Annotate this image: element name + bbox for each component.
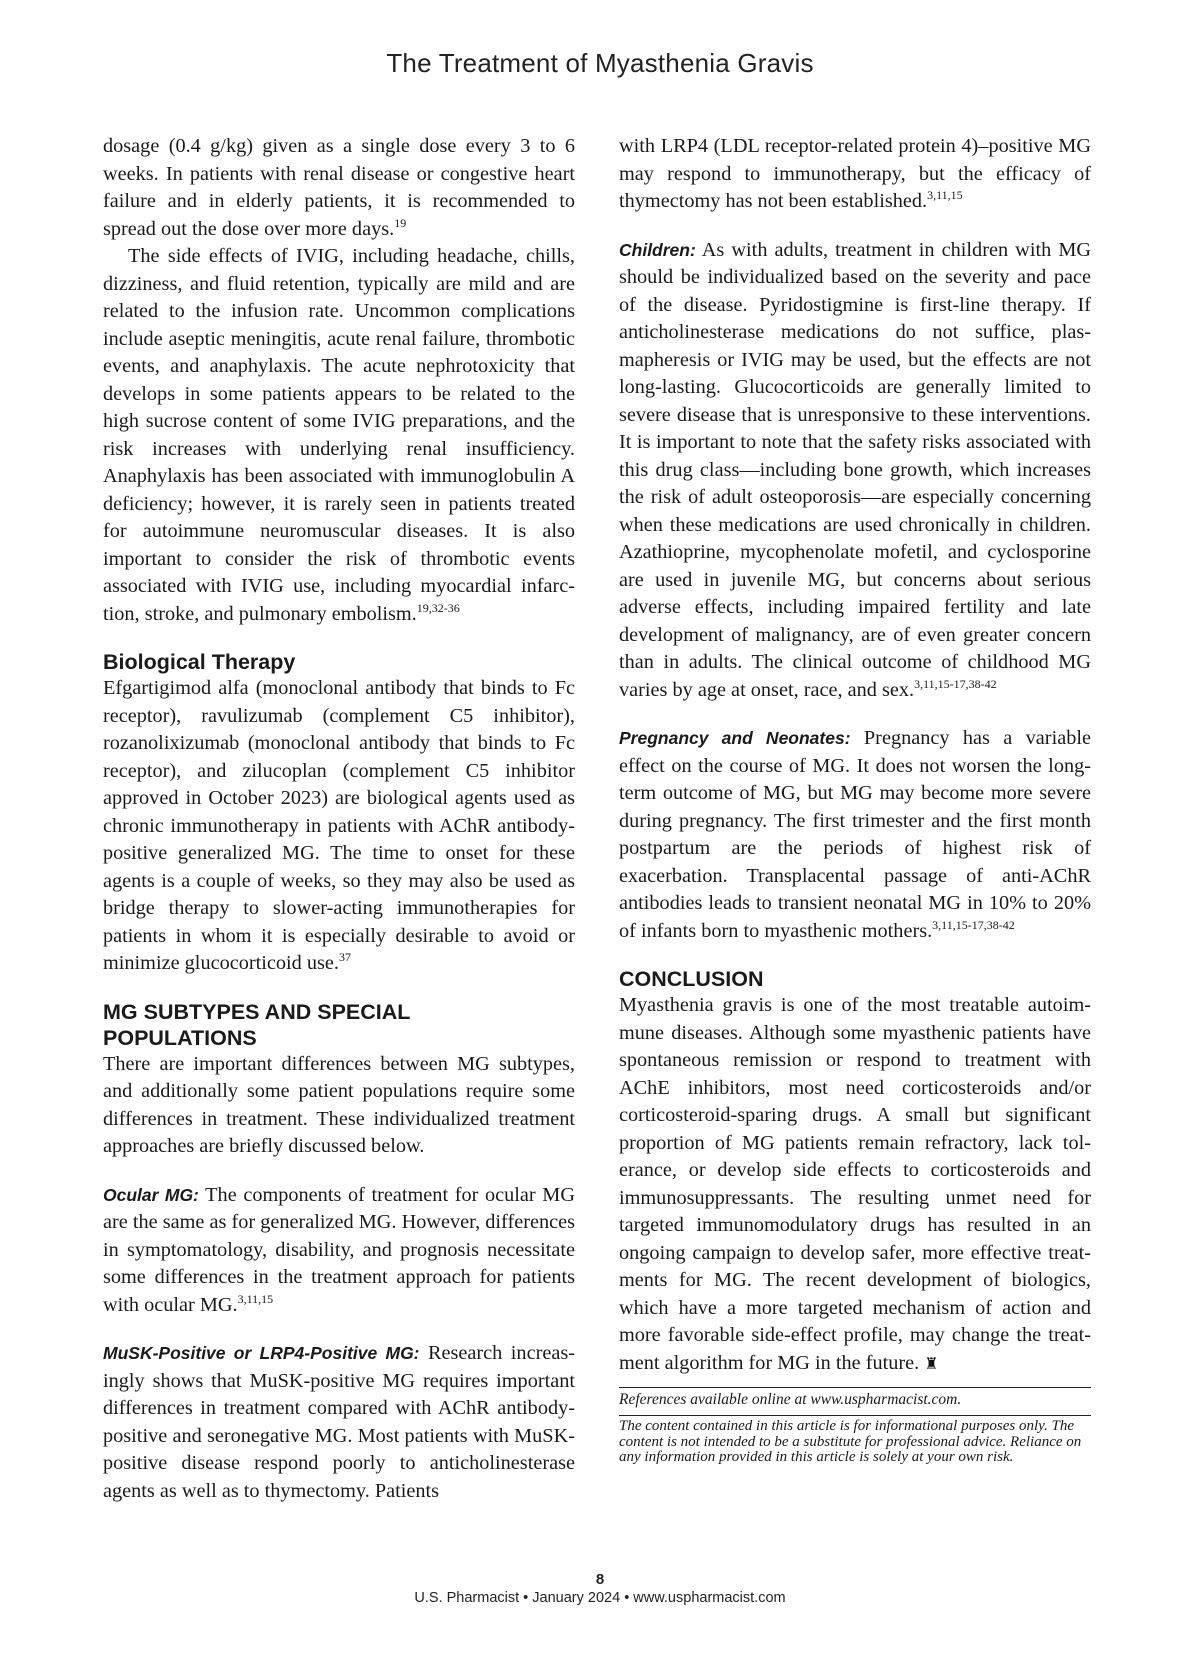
paragraph-biological-therapy: Efgartigimod alfa (monoclonal antibody that binds to Fc receptor), ravulizumab (complement C5 inhibitor), rozanolixizumab (monoclonal antibody that binds to Fc receptor), and zilucoplan (complement C5 inhibitor approved in October 2023) are biological agents used as chronic immunotherapy in patients with AChR antibody-positive generalized MG. The time to onset for these agents is a couple of weeks, so they may also be used as bridge therapy to slower-acting immunotherapies for patients in whom it is especially desirable to avoid or minimize glucocorticoid use.$^{37}$: [103, 677, 575, 974]
citation: 3,11,15-17,38-42: [914, 676, 997, 691]
running-title: The Treatment of Myasthenia Gravis: [386, 48, 814, 78]
paragraph-pregnancy: Pregnancy and Neonates: Pregnancy has a variable effect on the course of MG. It does not worsen the long-term outcome of MG, but MG may become more severe during pregnancy. The first trimester and the first month postpartum are the periods of highest risk of exacerbation. Transplacental passage of anti-AChR antibodies leads to transient neonatal MG in 10% to 20% of infants born to myasthenic mothers.$^{3,11,15-17,38-42}$: [619, 727, 1091, 942]
paragraph-musk-lrp4: MuSK-Positive or LRP4-Positive MG: Research increasingly shows that MuSK-positive MG requires important differences in treatment compared with AChR antibody-positive and seronegative MG. Most patients with MuSK-positive disease respond poorly to anticholinesterase agents as well as to thymectomy. Patients: [103, 1342, 575, 1502]
paragraph-children: Children: As with adults, treatment in children with MG should be individualized based on the severity and pace of the disease. Pyridostigmine is first-line therapy. If anticholinesterase medications do not suffice, plasmapheresis or IVIG may be used, but the effects are not long-lasting. Glucocorticoids are generally limited to severe disease that is unresponsive to these interventions. It is important to note that the safety risks associated with this drug class—including bone growth, which increases the risk of adult osteoporosis—are especially concerning when these medications are used chronically in children. Azathioprine, mycophenolate mofetil, and cyclosporine are used in juvenile MG, but concerns about serious adverse effects, including impaired fertility and late development of malignancy, are of even greater concern than in adults. The clinical outcome of childhood MG varies by age at onset, race, and sex.$^{3,11,15-17,38-42}$: [619, 238, 1091, 701]
subhead-children: Children:: [619, 239, 696, 260]
heading-biological-therapy: Biological Therapy: [103, 650, 296, 674]
right-column: [619, 133, 1091, 1466]
paragraph-ivig-side-effects: The side effects of IVIG, including headache, chills, dizziness, and fluid retention, typically are mild and are related to the infusion rate. Uncommon complications include aseptic meningitis, acute renal failure, thrombotic events, and anaphylaxis. The acute nephrotoxicity that develops in some patients appears to be related to the high sucrose content of some IVIG preparations, and the risk increases with underlying renal insufficiency. Anaphylaxis has been associated with immunoglobulin A deficiency; however, it is rarely seen in patients treated for autoimmune neuromuscular diseases. It is also important to consider the risk of thrombotic events associated with IVIG use, including myocardial infarction, stroke, and pulmonary embolism.$^{19,32-36}$: [103, 245, 575, 625]
heading-conclusion: CONCLUSION: [619, 967, 764, 991]
subhead-ocular-mg: Ocular MG:: [103, 1184, 199, 1205]
citation: 3,11,15: [927, 188, 963, 202]
paragraph-ocular-mg: Ocular MG: The components of treatment for ocular MG are the same as for generalized MG. However, differences in symptomatology, disability, and prognosis necessitate some differences in the treatment approach for patients with ocular MG.$^{3,11,15}$: [103, 1183, 575, 1316]
left-column: [103, 133, 575, 1505]
disclaimer: The content contained in this article is for informational purposes only. The content is not intended to be a substitute for professional advice. Reliance on any information provided in this article is solely at your own risk.: [619, 1415, 1091, 1466]
subhead-musk-lrp4: MuSK-Positive or LRP4-Positive MG:: [103, 1343, 420, 1363]
heading-mg-subtypes: MG SUBTYPES AND SPECIAL POPULATIONS: [103, 999, 411, 1050]
end-of-article-icon: ♜: [924, 1355, 939, 1373]
publication-footer: U.S. Pharmacist • January 2024 • www.uspharmacist.com: [414, 1590, 786, 1606]
paragraph-conclusion: Myasthenia gravis is one of the most treatable autoimmune diseases. Although some myasthenic patients have spontaneous remission or respond to treatment with AChE inhibitors, most need corticosteroids and/​or corticosteroid-sparing drugs. A small but significant proportion of MG patients remain refractory, lack tolerance, or develop side effects to corticosteroids and immunosuppressants. The resulting unmet need for targeted immunomodulatory drugs has resulted in an ongoing campaign to develop safer, more effective treatments for MG. The recent development of biologics, which have a more targeted mechanism of action and more favorable side-effect profile, may change the treatment algorithm for MG in the future. ♜: [619, 994, 1091, 1374]
citation: 19,32-36: [416, 600, 460, 615]
citation: 19: [394, 215, 407, 230]
citation: 37: [339, 950, 351, 964]
subhead-pregnancy: Pregnancy and Neonates:: [619, 728, 851, 748]
citation: 3,11,15: [237, 1291, 274, 1306]
paragraph-mg-subtypes: There are important differences between MG subtypes, and additionally some patient populations require some differences in treatment. These individualized treatment approaches are briefly discussed below.: [103, 1052, 575, 1157]
references-note: References available online at www.uspharmacist.com.: [619, 1387, 1091, 1410]
paragraph-ivig-dosage: dosage (0.4 g/kg) given as a single dose every 3 to 6 weeks. In patients with renal disease or congestive heart failure and in elderly patients, it is recommended to spread out the dose over more days.$^{19}$: [103, 135, 575, 240]
page-number: 8: [595, 1571, 605, 1588]
citation: 3,11,15-17,38-42: [932, 917, 1015, 932]
paragraph-lrp4-continued: with LRP4 (LDL receptor-related protein 4)–positive MG may respond to immunotherapy, but the efficacy of thymectomy has not been established.$^{3,11,15}$: [619, 135, 1091, 212]
